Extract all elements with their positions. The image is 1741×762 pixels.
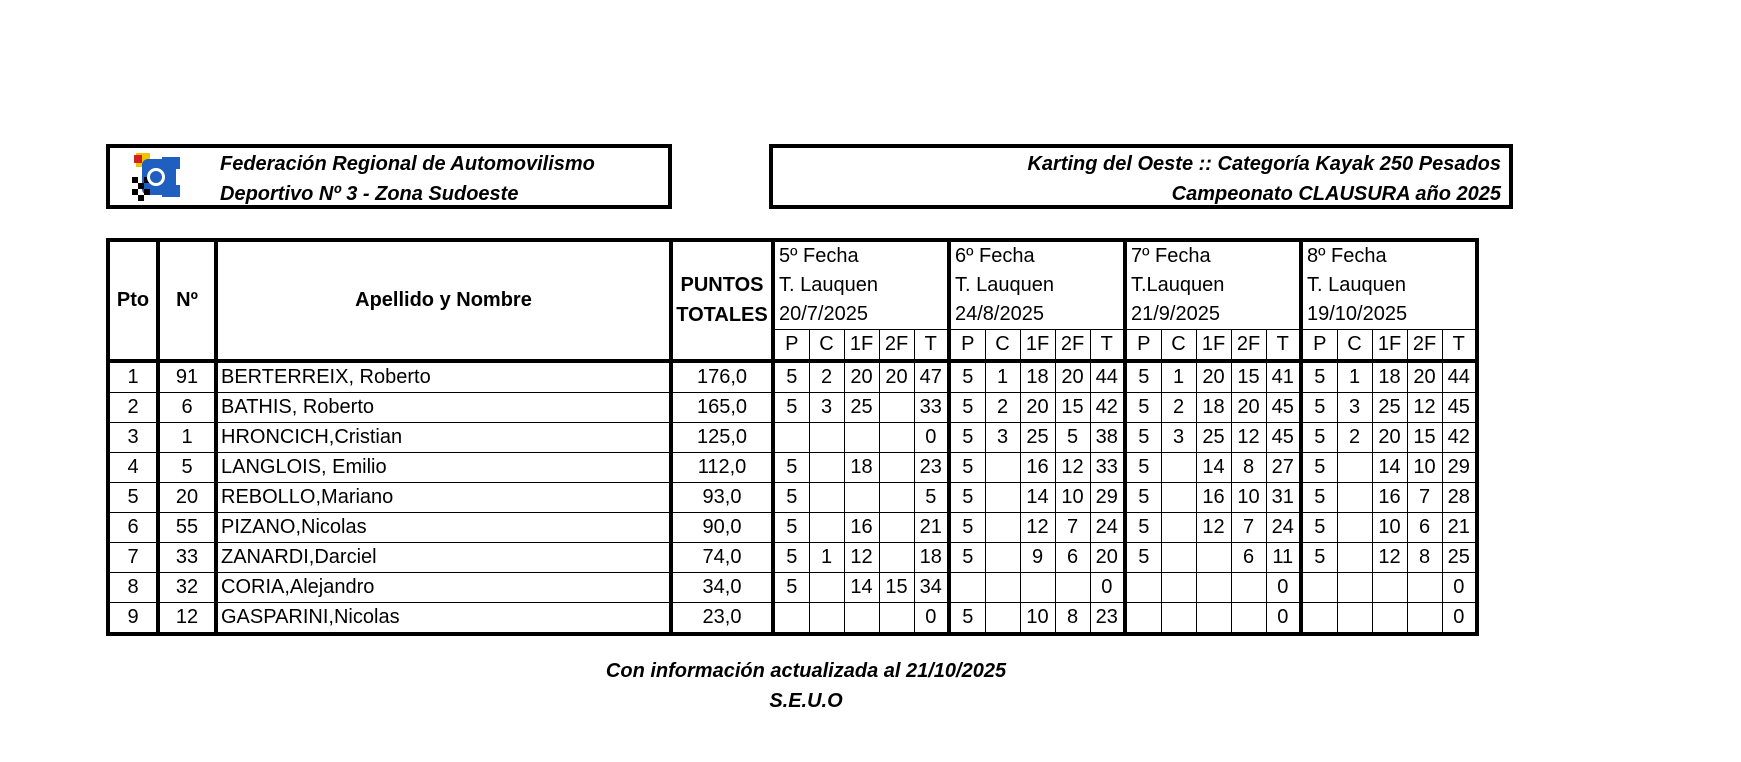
cell-round-6-t: 29 [1090, 483, 1125, 513]
cell-round-5-t: 0 [914, 423, 949, 453]
cell-round-8-c [1337, 513, 1372, 543]
cell-round-6-t: 33 [1090, 453, 1125, 483]
cell-round-7-p [1125, 603, 1161, 635]
cell-round-5-2f [879, 543, 914, 573]
cell-round-7-t: 24 [1266, 513, 1301, 543]
cell-round-6-p: 5 [949, 513, 985, 543]
cell-round-8-1f [1372, 603, 1407, 635]
round-label: 8º Fecha [1307, 245, 1387, 267]
sub-header-t: T [1090, 330, 1125, 362]
cell-total: 112,0 [671, 453, 773, 483]
cell-round-5-1f: 18 [844, 453, 879, 483]
cell-round-7-t: 27 [1266, 453, 1301, 483]
cell-round-8-2f: 6 [1407, 513, 1442, 543]
cell-round-6-1f: 18 [1020, 361, 1055, 393]
cell-round-5-c [809, 513, 844, 543]
cell-round-6-p: 5 [949, 361, 985, 393]
cell-round-6-1f [1020, 573, 1055, 603]
cell-round-8-c [1337, 573, 1372, 603]
cell-round-8-1f: 14 [1372, 453, 1407, 483]
standings-table [106, 238, 1479, 636]
cell-round-8-t: 29 [1442, 453, 1477, 483]
cell-round-6-2f: 12 [1055, 453, 1090, 483]
cell-round-7-p: 5 [1125, 453, 1161, 483]
cell-round-5-1f: 16 [844, 513, 879, 543]
cell-round-7-2f [1231, 603, 1266, 635]
cell-round-8-t: 42 [1442, 423, 1477, 453]
federation-logo-icon [130, 151, 182, 203]
cell-num: 1 [158, 423, 216, 453]
cell-round-6-t: 0 [1090, 573, 1125, 603]
cell-round-6-c [985, 573, 1020, 603]
championship-title: Campeonato CLAUSURA año 2025 [1171, 183, 1501, 205]
cell-round-7-t: 11 [1266, 543, 1301, 573]
cell-round-8-p [1301, 603, 1337, 635]
cell-round-8-t: 0 [1442, 573, 1477, 603]
sub-header-t: T [1266, 330, 1301, 362]
cell-round-6-1f: 14 [1020, 483, 1055, 513]
cell-round-8-c [1337, 453, 1372, 483]
cell-name: CORIA,Alejandro [216, 573, 671, 603]
cell-round-7-c [1161, 483, 1196, 513]
cell-round-5-c [809, 453, 844, 483]
col-header-pos: Pto [108, 240, 158, 361]
table-row [108, 423, 1477, 453]
cell-round-6-c: 3 [985, 423, 1020, 453]
cell-total: 34,0 [671, 573, 773, 603]
cell-pos: 6 [108, 513, 158, 543]
cell-round-7-c [1161, 603, 1196, 635]
cell-round-7-t: 0 [1266, 603, 1301, 635]
cell-round-8-1f [1372, 573, 1407, 603]
cell-name: ZANARDI,Darciel [216, 543, 671, 573]
cell-round-5-t: 33 [914, 393, 949, 423]
cell-round-7-1f: 16 [1196, 483, 1231, 513]
cell-name: BERTERREIX, Roberto [216, 361, 671, 393]
cell-total: 176,0 [671, 361, 773, 393]
cell-round-5-t: 34 [914, 573, 949, 603]
category-title: Karting del Oeste :: Categoría Kayak 250 Pesados [1027, 153, 1501, 175]
cell-round-6-2f: 15 [1055, 393, 1090, 423]
cell-round-7-1f [1196, 603, 1231, 635]
round-date: 21/9/2025 [1131, 303, 1220, 325]
cell-round-6-t: 20 [1090, 543, 1125, 573]
federation-name-line2: Deportivo Nº 3 - Zona Sudoeste [220, 183, 519, 205]
header-championship-box [769, 144, 1513, 209]
cell-round-7-1f: 25 [1196, 423, 1231, 453]
cell-round-6-2f: 20 [1055, 361, 1090, 393]
cell-round-7-p: 5 [1125, 361, 1161, 393]
cell-round-5-c [809, 603, 844, 635]
table-row [108, 603, 1477, 635]
cell-round-5-1f: 12 [844, 543, 879, 573]
cell-round-5-p: 5 [773, 513, 809, 543]
cell-num: 5 [158, 453, 216, 483]
cell-round-8-1f: 20 [1372, 423, 1407, 453]
cell-num: 12 [158, 603, 216, 635]
cell-round-6-c: 2 [985, 393, 1020, 423]
cell-round-8-2f [1407, 603, 1442, 635]
cell-total: 125,0 [671, 423, 773, 453]
cell-round-6-c [985, 603, 1020, 635]
cell-round-6-p: 5 [949, 543, 985, 573]
cell-round-7-2f: 15 [1231, 361, 1266, 393]
cell-round-7-p: 5 [1125, 513, 1161, 543]
cell-name: BATHIS, Roberto [216, 393, 671, 423]
cell-round-8-1f: 10 [1372, 513, 1407, 543]
cell-round-7-2f: 6 [1231, 543, 1266, 573]
round-date: 19/10/2025 [1307, 303, 1408, 325]
cell-round-8-1f: 25 [1372, 393, 1407, 423]
cell-round-5-2f [879, 453, 914, 483]
cell-round-8-p: 5 [1301, 543, 1337, 573]
cell-round-5-1f: 25 [844, 393, 879, 423]
cell-round-5-p [773, 603, 809, 635]
cell-round-6-1f: 25 [1020, 423, 1055, 453]
cell-round-7-2f: 20 [1231, 393, 1266, 423]
cell-round-6-1f: 9 [1020, 543, 1055, 573]
cell-round-8-c: 1 [1337, 361, 1372, 393]
cell-round-8-2f [1407, 573, 1442, 603]
cell-round-6-p: 5 [949, 393, 985, 423]
cell-pos: 8 [108, 573, 158, 603]
sub-header-1f: 1F [1196, 330, 1231, 362]
header-federation-box [106, 144, 672, 209]
cell-round-5-1f: 20 [844, 361, 879, 393]
table-row [108, 483, 1477, 513]
round-header-7 [1125, 240, 1301, 330]
sub-header-t: T [914, 330, 949, 362]
cell-round-5-p: 5 [773, 361, 809, 393]
cell-round-5-2f [879, 423, 914, 453]
cell-round-5-t: 0 [914, 603, 949, 635]
cell-round-8-t: 0 [1442, 603, 1477, 635]
cell-round-5-t: 23 [914, 453, 949, 483]
round-header-5 [773, 240, 949, 330]
sub-header-1f: 1F [844, 330, 879, 362]
cell-round-5-1f: 14 [844, 573, 879, 603]
cell-round-5-c [809, 483, 844, 513]
cell-round-8-2f: 20 [1407, 361, 1442, 393]
cell-round-5-t: 21 [914, 513, 949, 543]
cell-num: 20 [158, 483, 216, 513]
cell-pos: 3 [108, 423, 158, 453]
cell-round-6-p [949, 573, 985, 603]
cell-round-7-c: 2 [1161, 393, 1196, 423]
table-row [108, 361, 1477, 393]
cell-round-7-p: 5 [1125, 423, 1161, 453]
cell-num: 33 [158, 543, 216, 573]
cell-pos: 7 [108, 543, 158, 573]
cell-round-6-1f: 12 [1020, 513, 1055, 543]
cell-pos: 4 [108, 453, 158, 483]
cell-round-5-c: 1 [809, 543, 844, 573]
col-header-totals-line2: TOTALES [676, 304, 768, 326]
sub-header-p: P [1125, 330, 1161, 362]
cell-round-5-2f [879, 483, 914, 513]
cell-name: LANGLOIS, Emilio [216, 453, 671, 483]
cell-round-5-c: 3 [809, 393, 844, 423]
cell-round-8-t: 25 [1442, 543, 1477, 573]
cell-pos: 9 [108, 603, 158, 635]
sub-header-p: P [1301, 330, 1337, 362]
cell-round-7-p: 5 [1125, 393, 1161, 423]
round-place: T. Lauquen [779, 274, 878, 296]
round-header-6 [949, 240, 1125, 330]
cell-round-7-c [1161, 573, 1196, 603]
cell-round-5-p: 5 [773, 393, 809, 423]
cell-round-8-1f: 12 [1372, 543, 1407, 573]
cell-round-8-2f: 7 [1407, 483, 1442, 513]
cell-round-8-2f: 10 [1407, 453, 1442, 483]
cell-round-5-c [809, 423, 844, 453]
cell-round-6-p: 5 [949, 423, 985, 453]
cell-round-8-2f: 8 [1407, 543, 1442, 573]
cell-round-6-c [985, 543, 1020, 573]
cell-round-7-1f [1196, 573, 1231, 603]
cell-round-6-c: 1 [985, 361, 1020, 393]
cell-round-8-1f: 16 [1372, 483, 1407, 513]
cell-round-6-2f: 10 [1055, 483, 1090, 513]
cell-round-7-2f: 10 [1231, 483, 1266, 513]
cell-round-5-2f [879, 603, 914, 635]
cell-round-7-2f: 8 [1231, 453, 1266, 483]
cell-round-5-p: 5 [773, 573, 809, 603]
round-label: 7º Fecha [1131, 245, 1211, 267]
footer-update-note: Con información actualizada al 21/10/2025 [605, 660, 1007, 682]
cell-round-5-c: 2 [809, 361, 844, 393]
cell-round-5-t: 47 [914, 361, 949, 393]
sub-header-c: C [1337, 330, 1372, 362]
cell-round-7-t: 31 [1266, 483, 1301, 513]
cell-round-5-1f [844, 423, 879, 453]
cell-round-8-c [1337, 603, 1372, 635]
cell-round-7-p [1125, 573, 1161, 603]
cell-round-7-c: 3 [1161, 423, 1196, 453]
cell-round-5-2f [879, 513, 914, 543]
cell-num: 6 [158, 393, 216, 423]
col-header-num: Nº [158, 240, 216, 361]
cell-pos: 2 [108, 393, 158, 423]
cell-round-7-2f: 12 [1231, 423, 1266, 453]
cell-round-8-t: 45 [1442, 393, 1477, 423]
col-header-totals [671, 240, 773, 361]
cell-num: 91 [158, 361, 216, 393]
cell-round-7-p: 5 [1125, 483, 1161, 513]
cell-round-6-c [985, 483, 1020, 513]
sub-header-1f: 1F [1020, 330, 1055, 362]
cell-round-6-t: 44 [1090, 361, 1125, 393]
cell-total: 23,0 [671, 603, 773, 635]
cell-total: 165,0 [671, 393, 773, 423]
cell-round-8-2f: 12 [1407, 393, 1442, 423]
cell-total: 90,0 [671, 513, 773, 543]
cell-round-7-c [1161, 513, 1196, 543]
cell-name: REBOLLO,Mariano [216, 483, 671, 513]
cell-round-6-2f: 8 [1055, 603, 1090, 635]
cell-round-5-1f [844, 603, 879, 635]
cell-num: 55 [158, 513, 216, 543]
cell-round-6-t: 23 [1090, 603, 1125, 635]
table-row [108, 573, 1477, 603]
sub-header-c: C [1161, 330, 1196, 362]
cell-pos: 1 [108, 361, 158, 393]
cell-round-8-2f: 15 [1407, 423, 1442, 453]
table-row [108, 513, 1477, 543]
cell-round-7-2f [1231, 573, 1266, 603]
sub-header-2f: 2F [1407, 330, 1442, 362]
cell-round-5-t: 18 [914, 543, 949, 573]
cell-round-7-1f: 14 [1196, 453, 1231, 483]
cell-round-8-c: 2 [1337, 423, 1372, 453]
sub-header-2f: 2F [879, 330, 914, 362]
cell-round-5-p: 5 [773, 453, 809, 483]
cell-round-8-c [1337, 483, 1372, 513]
cell-round-8-t: 44 [1442, 361, 1477, 393]
federation-name-line1: Federación Regional de Automovilismo [220, 153, 595, 175]
cell-round-8-p: 5 [1301, 361, 1337, 393]
cell-round-6-2f: 6 [1055, 543, 1090, 573]
cell-round-8-t: 28 [1442, 483, 1477, 513]
cell-round-8-p: 5 [1301, 513, 1337, 543]
cell-round-7-t: 45 [1266, 393, 1301, 423]
cell-pos: 5 [108, 483, 158, 513]
col-header-totals-line1: PUNTOS [680, 274, 764, 296]
cell-round-7-1f [1196, 543, 1231, 573]
cell-name: HRONCICH,Cristian [216, 423, 671, 453]
cell-round-6-1f: 20 [1020, 393, 1055, 423]
cell-round-7-c: 1 [1161, 361, 1196, 393]
cell-round-6-2f [1055, 573, 1090, 603]
cell-round-6-2f: 5 [1055, 423, 1090, 453]
cell-round-6-c [985, 453, 1020, 483]
cell-round-6-p: 5 [949, 453, 985, 483]
sub-header-t: T [1442, 330, 1477, 362]
cell-round-5-2f [879, 393, 914, 423]
sub-header-2f: 2F [1055, 330, 1090, 362]
cell-total: 93,0 [671, 483, 773, 513]
round-label: 5º Fecha [779, 245, 859, 267]
round-place: T. Lauquen [955, 274, 1054, 296]
cell-round-8-p: 5 [1301, 483, 1337, 513]
cell-round-8-1f: 18 [1372, 361, 1407, 393]
cell-round-6-t: 38 [1090, 423, 1125, 453]
sub-header-1f: 1F [1372, 330, 1407, 362]
cell-round-6-t: 42 [1090, 393, 1125, 423]
cell-round-5-p: 5 [773, 543, 809, 573]
cell-round-8-p: 5 [1301, 423, 1337, 453]
round-date: 24/8/2025 [955, 303, 1044, 325]
sub-header-c: C [985, 330, 1020, 362]
cell-round-6-2f: 7 [1055, 513, 1090, 543]
table-row [108, 393, 1477, 423]
col-header-name: Apellido y Nombre [216, 240, 671, 361]
cell-round-8-p: 5 [1301, 453, 1337, 483]
footer-seuo: S.E.U.O [769, 690, 843, 712]
round-place: T. Lauquen [1307, 274, 1406, 296]
cell-round-7-2f: 7 [1231, 513, 1266, 543]
cell-round-8-p [1301, 573, 1337, 603]
cell-round-8-c: 3 [1337, 393, 1372, 423]
cell-total: 74,0 [671, 543, 773, 573]
cell-round-7-1f: 18 [1196, 393, 1231, 423]
cell-round-7-t: 45 [1266, 423, 1301, 453]
cell-round-7-c [1161, 453, 1196, 483]
cell-round-5-2f: 20 [879, 361, 914, 393]
cell-round-5-p [773, 423, 809, 453]
cell-round-7-t: 0 [1266, 573, 1301, 603]
cell-round-5-1f [844, 483, 879, 513]
cell-round-7-p: 5 [1125, 543, 1161, 573]
cell-round-8-p: 5 [1301, 393, 1337, 423]
cell-round-7-1f: 12 [1196, 513, 1231, 543]
sub-header-c: C [809, 330, 844, 362]
cell-round-8-t: 21 [1442, 513, 1477, 543]
round-label: 6º Fecha [955, 245, 1035, 267]
round-place: T.Lauquen [1131, 274, 1225, 296]
cell-name: PIZANO,Nicolas [216, 513, 671, 543]
cell-round-6-t: 24 [1090, 513, 1125, 543]
cell-round-5-p: 5 [773, 483, 809, 513]
cell-round-7-1f: 20 [1196, 361, 1231, 393]
sub-header-p: P [773, 330, 809, 362]
round-header-8 [1301, 240, 1477, 330]
cell-round-6-c [985, 513, 1020, 543]
cell-round-6-1f: 10 [1020, 603, 1055, 635]
cell-round-6-p: 5 [949, 603, 985, 635]
cell-round-6-p: 5 [949, 483, 985, 513]
cell-round-7-c [1161, 543, 1196, 573]
cell-round-5-t: 5 [914, 483, 949, 513]
table-row [108, 543, 1477, 573]
cell-round-7-t: 41 [1266, 361, 1301, 393]
round-date: 20/7/2025 [779, 303, 868, 325]
cell-name: GASPARINI,Nicolas [216, 603, 671, 635]
sub-header-p: P [949, 330, 985, 362]
cell-round-5-2f: 15 [879, 573, 914, 603]
table-row [108, 453, 1477, 483]
cell-round-6-1f: 16 [1020, 453, 1055, 483]
cell-num: 32 [158, 573, 216, 603]
cell-round-5-c [809, 573, 844, 603]
cell-round-8-c [1337, 543, 1372, 573]
sub-header-2f: 2F [1231, 330, 1266, 362]
